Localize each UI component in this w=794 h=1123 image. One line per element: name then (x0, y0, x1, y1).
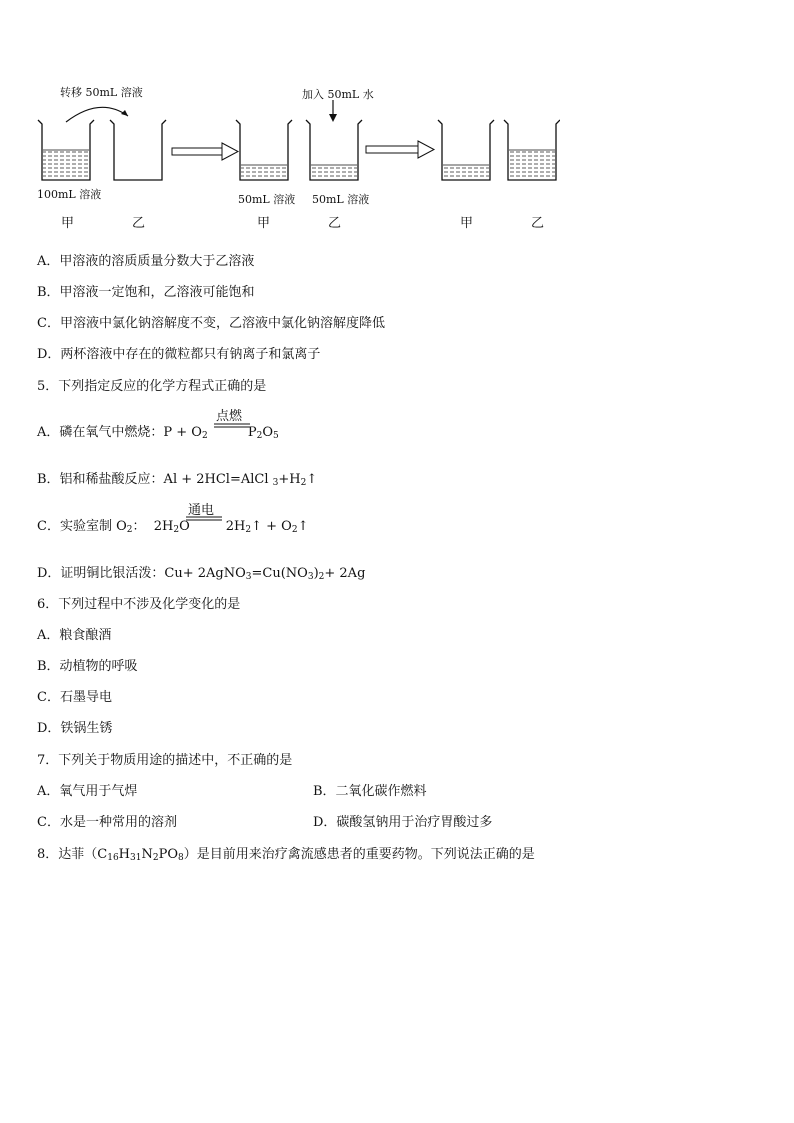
q6-option-c: C．石墨导电 (37, 690, 112, 705)
beaker-jia-3 (438, 120, 494, 180)
q5-option-c: C．实验室制 $O_2$： $2H_2O$ $2H_2↑$ + $O_2↑$ (37, 519, 309, 535)
process-arrow-2 (366, 141, 434, 158)
q6-option-b: B．动植物的呼吸 (37, 659, 138, 674)
q5-c-condition: 通电 (188, 503, 215, 518)
q5-option-b: B．铝和稀盐酸反应：Al + 2HCl=AlCl $_3+H_2↑$ (37, 472, 318, 488)
q7-option-c: C．水是一种常用的溶剂 (37, 815, 177, 830)
q7-option-b: B．二氧化碳作燃料 (313, 784, 427, 799)
q6-option-a: A．粮食酿酒 (37, 628, 112, 643)
label-yi-1: 乙 (132, 216, 146, 231)
q4-option-c: C．甲溶液中氯化钠溶解度不变，乙溶液中氯化钠溶解度降低 (37, 316, 385, 331)
q5-a-condition: 点燃 (216, 409, 243, 424)
q5-a-equals-line (214, 423, 250, 429)
q5-option-a: A．磷在氧气中燃烧：$P + O_2$ $P_2O_5$ (37, 425, 279, 441)
q7-option-d: D．碳酸氢钠用于治疗胃酸过多 (313, 815, 493, 830)
q5-option-d: D．证明铜比银活泼：$Cu+ 2AgNO_3=Cu(NO_3)_2+ 2Ag$ (37, 566, 366, 582)
beaker4-caption: 50mL 溶液 (312, 193, 370, 206)
beaker-jia-2 (236, 120, 292, 180)
q4-option-b: B．甲溶液一定饱和，乙溶液可能饱和 (37, 285, 255, 300)
label-yi-3: 乙 (531, 216, 545, 231)
beaker-yi-1 (110, 120, 166, 180)
beaker1-caption: 100mL 溶液 (37, 188, 102, 201)
add-water-note: 加入 50mL 水 (302, 88, 374, 101)
q4-option-d: D．两杯溶液中存在的微粒都只有钠离子和氯离子 (37, 347, 321, 362)
transfer-arrow (66, 107, 128, 122)
q4-option-a: A．甲溶液的溶质质量分数大于乙溶液 (37, 254, 255, 269)
beaker-diagram (0, 70, 560, 270)
beaker-yi-3 (504, 120, 560, 180)
q6-stem: 6．下列过程中不涉及化学变化的是 (37, 597, 241, 612)
q5-c-equals-line (186, 516, 222, 522)
beaker-yi-2 (306, 120, 362, 180)
q8-stem: 8．达菲$(C_{16}H_{31}N_2PO_8)$是目前用来治疗禽流感患者的重要药物。下列说法正确的是 (37, 847, 535, 863)
q7-stem: 7．下列关于物质用途的描述中，不正确的是 (37, 753, 293, 768)
label-jia-3: 甲 (460, 216, 474, 231)
label-jia-1: 甲 (61, 216, 75, 231)
transfer-note: 转移 50mL 溶液 (60, 86, 143, 99)
beaker-jia-1 (38, 120, 94, 180)
label-yi-2: 乙 (328, 216, 342, 231)
q6-option-d: D．铁锅生锈 (37, 721, 113, 736)
label-jia-2: 甲 (257, 216, 271, 231)
process-arrow-1 (172, 143, 238, 160)
q5-stem: 5．下列指定反应的化学方程式正确的是 (37, 379, 267, 394)
q7-option-a: A．氧气用于气焊 (37, 784, 138, 799)
beaker3-caption: 50mL 溶液 (238, 193, 296, 206)
